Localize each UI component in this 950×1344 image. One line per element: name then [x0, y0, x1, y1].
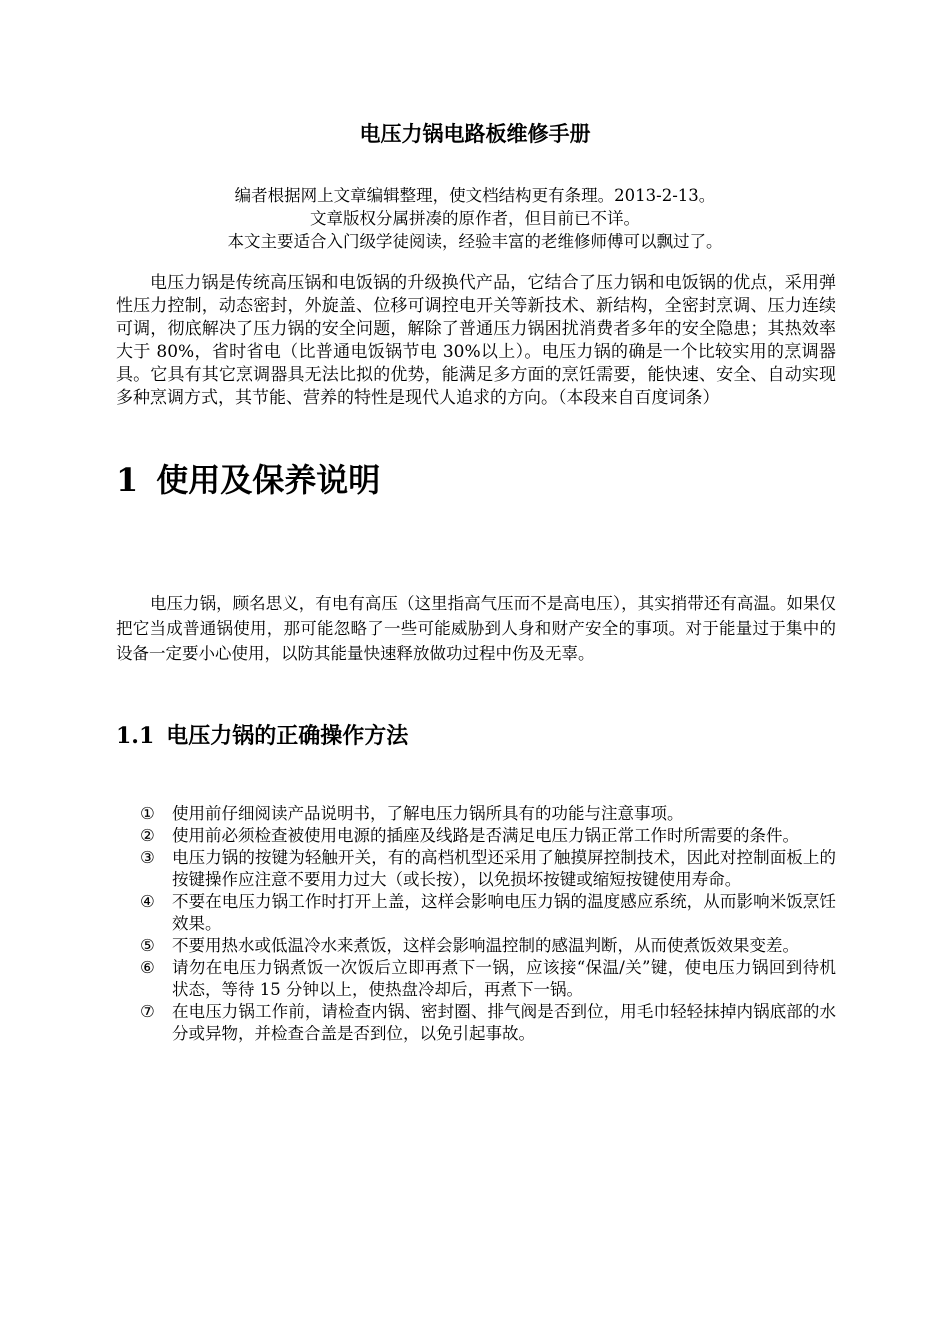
editor-note-line: 编者根据网上文章编辑整理，使文档结构更有条理。2013-2-13。	[234, 186, 716, 205]
audience-note-line: 本文主要适合入门级学徒阅读，经验丰富的老维修师傅可以飘过了。	[227, 232, 723, 251]
step-text: 在电压力锅工作前，请检查内锅、密封圈、排气阀是否到位，用毛巾轻轻抹掉内锅底部的水分或异物，并检查合盖是否到位，以免引起事故。	[172, 1002, 836, 1043]
list-item	[140, 957, 836, 1001]
step-text: 请勿在电压力锅煮饭一次饭后立即再煮下一锅，应该接“保温/关”键，使电压力锅回到待机状态，等待 15 分钟以上，使热盘冷却后，再煮下一锅。	[172, 958, 836, 999]
step-text: 不要在电压力锅工作时打开上盖，这样会影响电压力锅的温度感应系统，从而影响米饭烹饪效果。	[172, 892, 836, 933]
step-text: 不要用热水或低温冷水来煮饭，这样会影响温控制的感温判断，从而使煮饭效果变差。	[172, 936, 799, 955]
step-marker: ③	[140, 848, 155, 867]
copyright-note-line: 文章版权分属拼凑的原作者，但目前已不详。	[310, 209, 640, 228]
step-marker: ④	[140, 892, 155, 911]
step-text: 使用前仔细阅读产品说明书，了解电压力锅所具有的功能与注意事项。	[172, 804, 684, 823]
list-item	[140, 803, 836, 825]
step-marker: ②	[140, 826, 155, 845]
section-1-paragraph: 电压力锅，顾名思义，有电有高压（这里指高气压而不是高电压），其实捎带还有高温。如果仅把它当成普通锅使用，那可能忽略了一些可能威胁到人身和财产安全的事项。对于能量过于集中的设备一定要小心使用，以防其能量快速释放做功过程中伤及无辜。	[116, 594, 836, 663]
step-marker: ⑦	[140, 1002, 155, 1021]
step-text: 使用前必须检查被使用电源的插座及线路是否满足电压力锅正常工作时所需要的条件。	[172, 826, 799, 845]
section-heading-1	[116, 458, 380, 502]
subsection-heading-1-1	[116, 720, 408, 752]
subsection-number: 1.1	[116, 723, 155, 749]
subsection-title: 电压力锅的正确操作方法	[166, 723, 409, 749]
operation-steps-list	[140, 803, 836, 1045]
list-item	[140, 825, 836, 847]
list-item	[140, 847, 836, 891]
editor-notes	[0, 184, 950, 253]
step-text: 电压力锅的按键为轻触开关，有的高档机型还采用了触摸屏控制技术，因此对控制面板上的按键操作应注意不要用力过大（或长按），以免损坏按键或缩短按键使用寿命。	[172, 848, 836, 889]
list-item	[140, 891, 836, 935]
list-item	[140, 1001, 836, 1045]
intro-paragraph: 电压力锅是传统高压锅和电饭锅的升级换代产品，它结合了压力锅和电饭锅的优点，采用弹性压力控制，动态密封，外旋盖、位移可调控电开关等新技术、新结构，全密封烹调、压力连续可调，彻底解决了压力锅的安全问题，解除了普通压力锅困扰消费者多年的安全隐患；其热效率大于 80%，省时省电（比普通电饭锅节电 30%以上）。电压力锅的确是一个比较实用的烹调器具。它具有其它烹调器具无法比拟的优势，能满足多方面的烹饪需要，能快速、安全、自动实现多种烹调方式，其节能、营养的特性是现代人追求的方向。（本段来自百度词条）	[116, 273, 836, 408]
section-number: 1	[116, 461, 139, 499]
section-title: 使用及保养说明	[156, 461, 381, 499]
document-title: 电压力锅电路板维修手册	[359, 121, 591, 146]
step-marker: ⑥	[140, 958, 155, 977]
list-item	[140, 935, 836, 957]
step-marker: ①	[140, 804, 155, 823]
step-marker: ⑤	[140, 936, 155, 955]
